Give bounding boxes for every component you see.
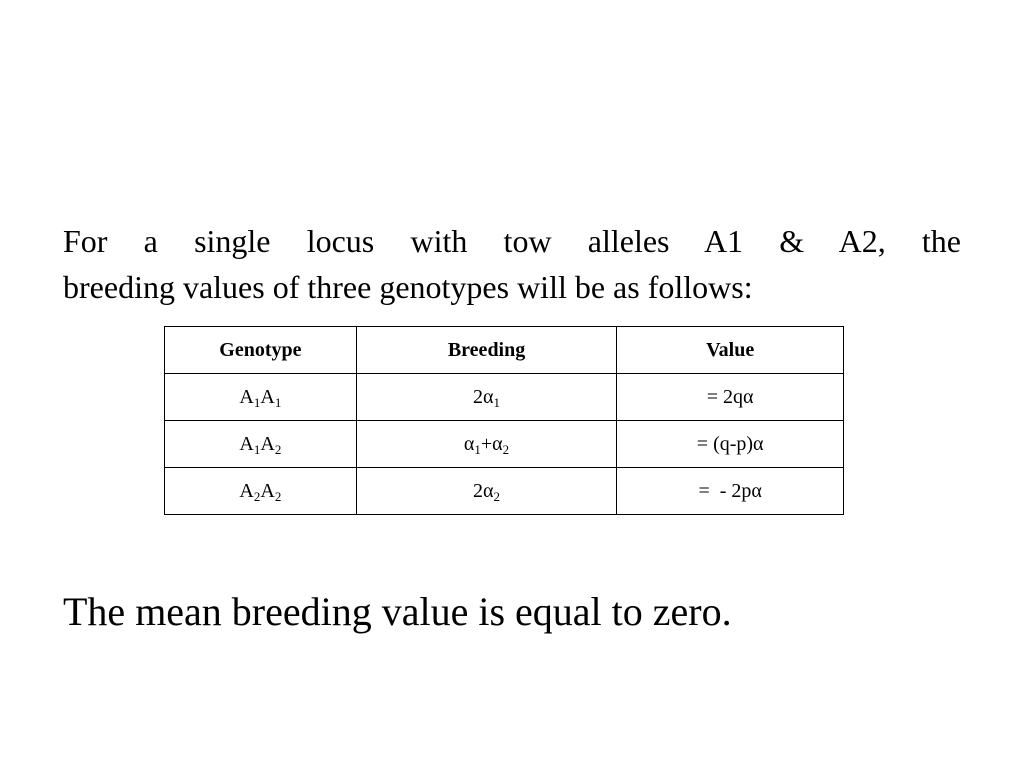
breeding-cell: $\alpha_1+\alpha_2$ — [356, 421, 617, 468]
header-genotype: Genotype — [165, 327, 357, 374]
genotype-cell: $A_2A_2$ — [165, 468, 357, 515]
intro-line-2: breeding values of three genotypes will be as follows: — [63, 269, 753, 305]
conclusion-text: The mean breeding value is equal to zero. — [63, 589, 732, 634]
genotype-cell: $A_1A_1$ — [165, 374, 357, 421]
table-header-row — [165, 327, 844, 374]
breeding-value-table — [164, 326, 844, 515]
value-cell: = - 2pα — [617, 468, 844, 515]
header-breeding: Breeding — [356, 327, 617, 374]
value-cell: = 2qα — [617, 374, 844, 421]
value-cell: = (q-p)α — [617, 421, 844, 468]
table-row — [165, 421, 844, 468]
breeding-cell: $2\alpha_2$ — [356, 468, 617, 515]
table-row — [165, 468, 844, 515]
breeding-cell: $2\alpha_1$ — [356, 374, 617, 421]
intro-line-1: For a single locus with tow alleles A1 & A2, the — [63, 223, 961, 259]
header-value: Value — [617, 327, 844, 374]
genotype-cell: $A_1A_2$ — [165, 421, 357, 468]
intro-paragraph — [63, 218, 961, 310]
table-row — [165, 374, 844, 421]
